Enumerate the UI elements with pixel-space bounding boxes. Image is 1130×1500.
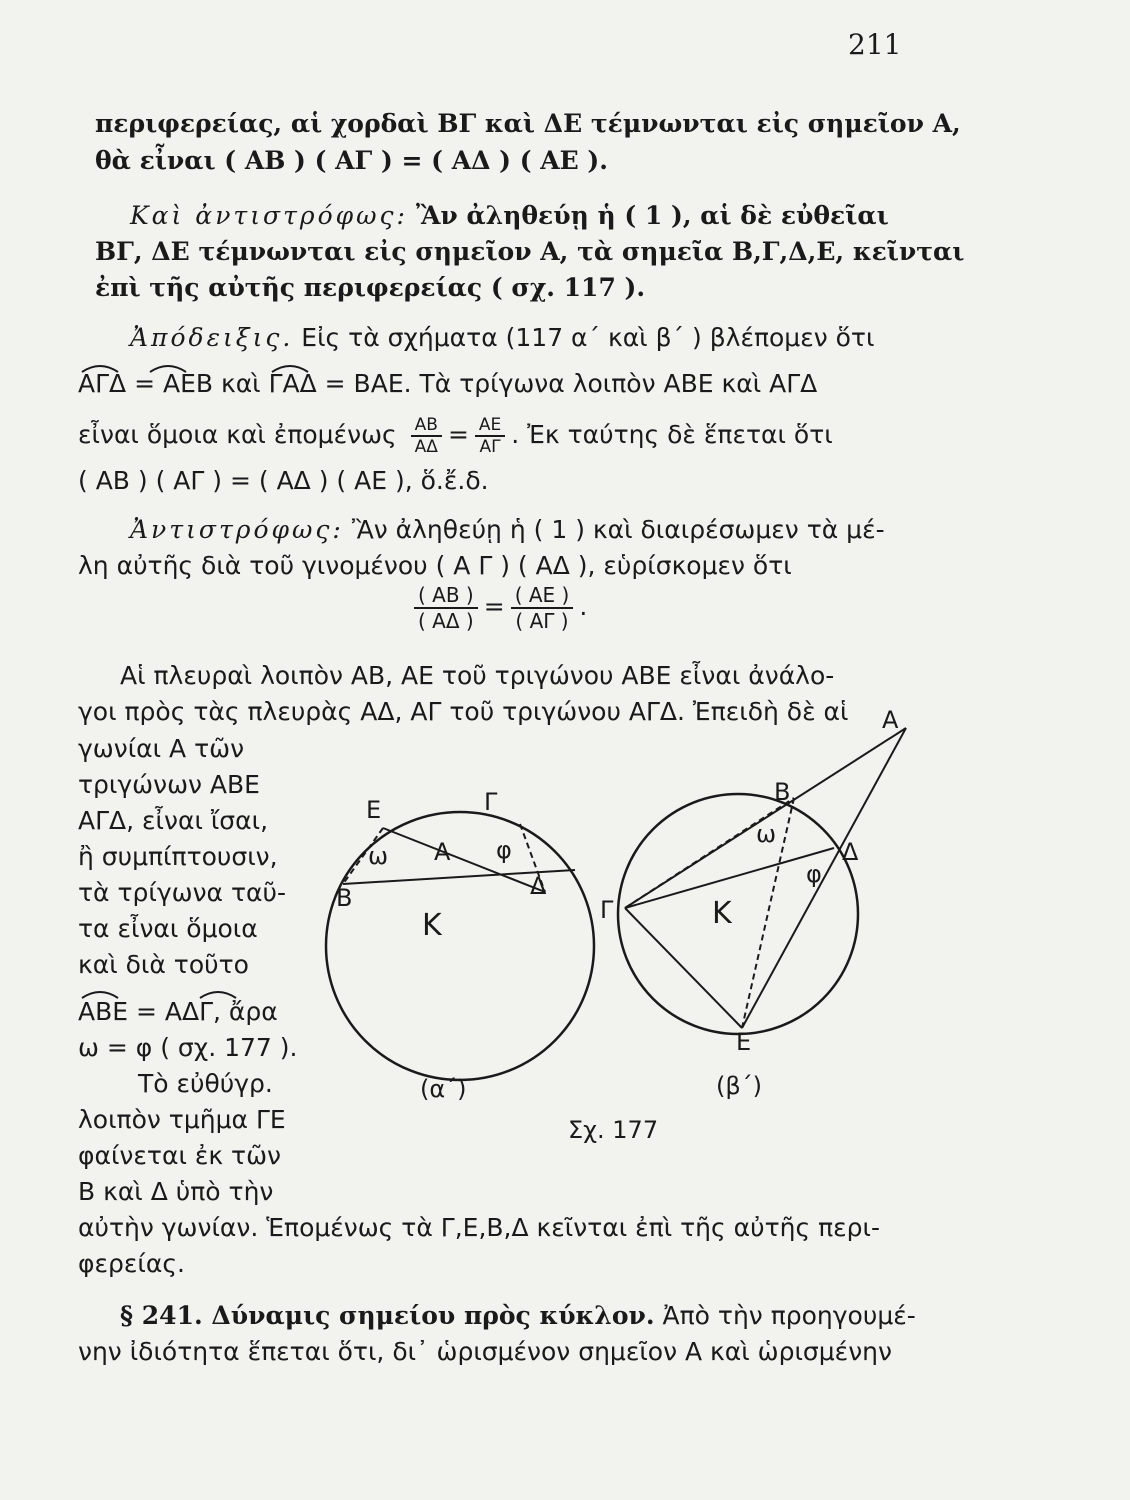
fig-b-label-E: Ε [736,1028,752,1056]
fig-a-label-B: Β [336,884,353,912]
column-line: λοιπὸν τμῆμα ΓΕ [78,1105,286,1134]
fig-a-label-E: Ε [366,796,382,824]
column-line: φαίνεται ἐκ τῶν [78,1141,281,1170]
fig-b-label-phi: φ [806,860,822,888]
text-line: εἶναι ὅμοια καὶ ἐπομένως $\frac{AB}{A\Delta}$ = $\frac{AE}{A\Gamma}$ . Ἐκ ταύτης δὲ ἕπεται ὅτι [78,415,833,457]
text-line: Ἀντιστρόφως: Ἂν ἀληθεύῃ ἡ ( 1 ) καὶ διαιρέσωμεν τὰ μέ- [130,515,885,544]
fig-b-label-omega: ω [756,820,777,848]
italic-heading: Καὶ ἀντιστρόφως: [130,201,408,230]
text-line: § 241. Δύναμις σημείου πρὸς κύκλον. Ἀπὸ τὴν προηγουμέ- [120,1301,916,1330]
column-line: γωνίαι Α τῶν [78,734,245,763]
text-line: ΑΓΔ = ΑΕΒ καὶ ΓΑΔ = ΒΑΕ. Τὰ τρίγωνα λοιπὸν ΑΒΕ καὶ ΑΓΔ [78,369,818,398]
column-line: Β καὶ Δ ὑπὸ τὴν [78,1177,274,1206]
text-line: λη αὐτῆς διὰ τοῦ γινομένου ( Α Γ ) ( ΑΔ ), εὑρίσκομεν ὅτι [78,551,792,580]
fig-a-label-G: Γ [484,788,498,816]
italic-heading: Ἀντιστρόφως: [130,515,344,544]
text-line: Αἱ πλευραὶ λοιπὸν ΑΒ, ΑΕ τοῦ τριγώνου ΑΒΕ εἶναι ἀνάλο- [120,661,835,690]
fig-a-label-omega: ω [368,842,389,870]
text-line: αὐτὴν γωνίαν. Ἑπομένως τὰ Γ,Ε,Β,Δ κεῖνται ἐπὶ τῆς αὐτῆς περι- [78,1213,881,1242]
column-line: ΑΓΔ, εἶναι ἴσαι, [78,806,269,835]
column-line: καὶ διὰ τοῦτο [78,950,249,979]
column-line: ω = φ ( σχ. 177 ). [78,1033,298,1062]
fig-b-caption: (β΄) [716,1072,763,1100]
fraction: $\frac{( AE )}{( A\Gamma )}$ [511,583,574,633]
text-line: θὰ εἶναι ( ΑΒ ) ( ΑΓ ) = ( ΑΔ ) ( ΑΕ ). [95,146,608,175]
column-line: τα εἶναι ὅμοια [78,914,258,943]
fraction: $\frac{( AB )}{( A\Delta )}$ [414,583,478,633]
text-line: Ἀπόδειξις. Εἰς τὰ σχήματα (117 α΄ καὶ β΄ ) βλέπομεν ὅτι [130,323,875,352]
page-number: 211 [848,28,902,61]
column-line: ἢ συμπίπτουσιν, [78,842,278,871]
text-line: φερείας. [78,1249,185,1278]
text-line: ΒΓ, ΔΕ τέμνωνται εἰς σημεῖον Α, τὰ σημεῖα Β,Γ,Δ,Ε, κεῖνται [95,237,965,266]
text-line: Καὶ ἀντιστρόφως: Ἂν ἀληθεύῃ ἡ ( 1 ), αἱ δὲ εὐθεῖαι [130,201,889,230]
section-heading: § 241. Δύναμις σημείου πρὸς κύκλον. [120,1301,655,1330]
fig-a-label-D: Δ [530,872,547,900]
equation: $\frac{( AB )}{( A\Delta )}$ = $\frac{( AE )}{( A\Gamma )}$ . [408,582,587,633]
figure-caption: Σχ. 177 [568,1116,659,1144]
fraction: $\frac{AE}{A\Gamma}$ [475,415,505,457]
column-line: ΑΒΕ = ΑΔΓ, ἄρα [78,997,278,1026]
fig-b-label-D: Δ [842,838,859,866]
fig-b-label-K: Κ [712,896,732,931]
fig-b-label-A: Α [882,706,899,734]
column-line: Τὸ εὐθύγρ. [138,1069,273,1098]
fig-a-label-K: Κ [422,908,442,943]
text-line: ( ΑΒ ) ( ΑΓ ) = ( ΑΔ ) ( ΑΕ ), ὅ.ἔ.δ. [78,466,489,495]
text-line: νην ἰδιότητα ἕπεται ὅτι, δι᾽ ὡρισμένον σημεῖον Α καὶ ὡρισμένην [78,1337,892,1366]
fraction: $\frac{AB}{A\Delta}$ [411,415,442,457]
text-line: ἐπὶ τῆς αὐτῆς περιφερείας ( σχ. 117 ). [95,273,646,302]
italic-heading: Ἀπόδειξις. [130,323,294,352]
fig-b-label-B: Β [774,778,791,806]
fig-a-label-phi: φ [496,836,512,864]
text-line: γοι πρὸς τὰς πλευρὰς ΑΔ, ΑΓ τοῦ τριγώνου ΑΓΔ. Ἐπειδὴ δὲ αἱ [78,697,849,726]
fig-a-label-A: Α [434,838,451,866]
fig-a-caption: (α΄) [420,1075,467,1103]
column-line: τριγώνων ΑΒΕ [78,770,260,799]
text-line: περιφερείας, αἱ χορδαὶ ΒΓ καὶ ΔΕ τέμνωνται εἰς σημεῖον Α, [95,109,961,138]
column-line: τὰ τρίγωνα ταῦ- [78,878,286,907]
fig-b-label-G: Γ [600,896,614,924]
